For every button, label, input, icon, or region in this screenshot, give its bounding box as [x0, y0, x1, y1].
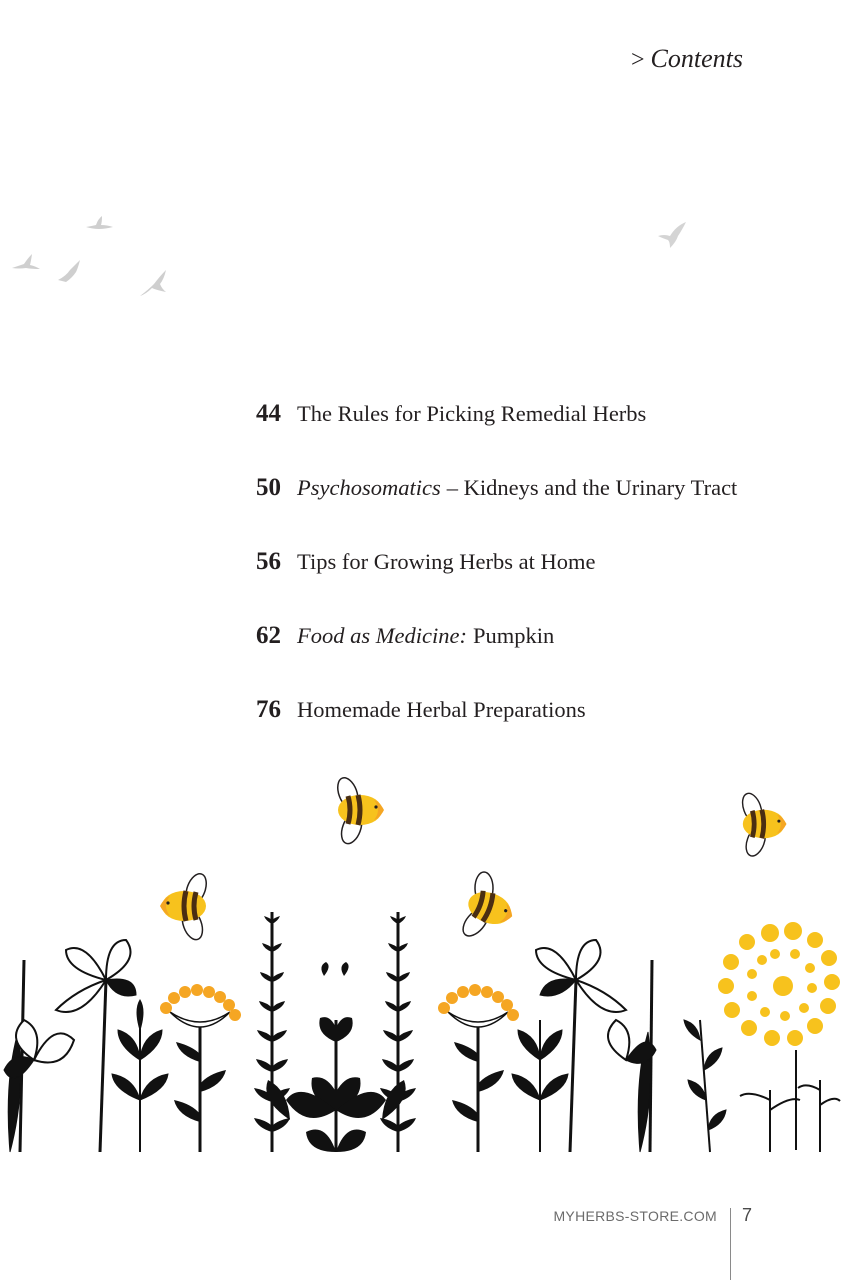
- bee-icon: [160, 871, 210, 942]
- flower-icon: [438, 984, 519, 1152]
- toc-entry[interactable]: [256, 548, 816, 622]
- flower-icon: [160, 984, 241, 1152]
- section-header: [631, 44, 743, 74]
- bird-icon: [58, 260, 80, 282]
- toc-title-italic: Food as Medicine:: [297, 623, 467, 648]
- meadow-illustration: [0, 760, 841, 1160]
- toc-entry[interactable]: [256, 400, 816, 474]
- header-title: Contents: [650, 44, 743, 73]
- toc-title: Pumpkin: [472, 623, 555, 648]
- bird-icon: [140, 270, 166, 296]
- footer-divider: [730, 1208, 731, 1280]
- toc-page-number: 50: [256, 474, 281, 501]
- bird-icon: [12, 254, 40, 269]
- toc-page-number: 44: [256, 400, 281, 427]
- footer-website: MYHERBS-STORE.COM: [553, 1208, 717, 1224]
- toc-entry[interactable]: [256, 622, 816, 696]
- toc-page-number: 56: [256, 548, 281, 575]
- toc-title: The Rules for Picking Remedial Herbs: [297, 401, 647, 426]
- toc-page-number: 62: [256, 622, 281, 649]
- bird-icon: [650, 218, 690, 254]
- bird-icon: [86, 216, 113, 229]
- page-number: 7: [742, 1205, 753, 1225]
- toc-title: Homemade Herbal Preparations: [297, 697, 586, 722]
- bee-icon: [453, 866, 524, 950]
- toc-title: – Kidneys and the Urinary Tract: [446, 475, 738, 500]
- birds-flock-illustration: [0, 200, 200, 310]
- toc-entry[interactable]: [256, 474, 816, 548]
- table-of-contents: [256, 400, 816, 770]
- dandelion-icon: [718, 922, 840, 1150]
- toc-page-number: 76: [256, 696, 281, 723]
- bee-icon: [739, 791, 787, 859]
- toc-title: Tips for Growing Herbs at Home: [297, 549, 596, 574]
- toc-title-italic: Psychosomatics: [297, 475, 441, 500]
- toc-entry[interactable]: [256, 696, 816, 770]
- bee-icon: [334, 775, 384, 846]
- header-arrow: >: [631, 47, 645, 73]
